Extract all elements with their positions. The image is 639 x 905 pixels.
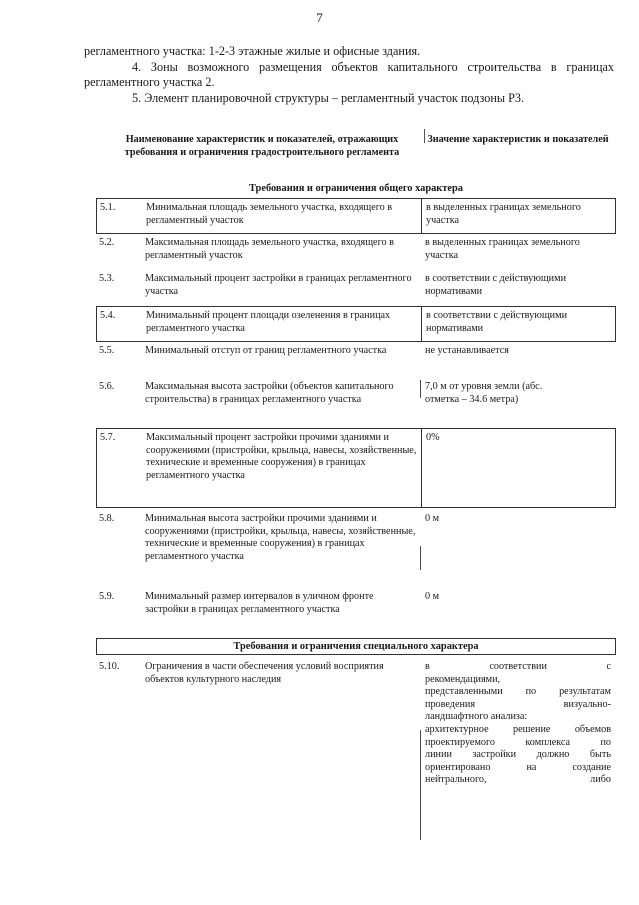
- row-name: Максимальный процент застройки в границах регламентного участка: [145, 273, 412, 297]
- row-number: 5.10.: [99, 661, 120, 672]
- column-divider: [420, 546, 421, 570]
- table-row: [96, 306, 616, 342]
- table-row: [96, 588, 616, 636]
- row-value: 7,0 м от уровня земли (абс. отметка – 34.6 метра): [425, 381, 543, 405]
- intro-paragraph-5: 5. Элемент планировочной структуры – регламентный участок подзоны Р3.: [132, 90, 525, 105]
- table-row: [96, 510, 616, 588]
- intro-line-1: регламентного участка: 1-2-3 этажные жилые и офисные здания.: [84, 44, 421, 58]
- row-number: 5.5.: [99, 345, 115, 356]
- row-value: 0%: [426, 432, 440, 443]
- row-name: Максимальный процент застройки прочими зданиями и сооружениями (пристройки, крыльца, навесы, хозяйственные, технические и временные сооружения) в границах регламентного участка: [146, 432, 417, 481]
- row-value: [425, 661, 611, 787]
- table-row: [96, 658, 616, 838]
- row-name: Минимальная высота застройки прочими зданиями и сооружениями (пристройки, крыльца, навесы, хозяйственные, технические и временные сооружения) в границах регламентного участка: [145, 513, 416, 562]
- section-title-special: Требования и ограничения специального характера: [96, 638, 616, 655]
- row-number: 5.7.: [100, 432, 116, 443]
- column-divider: [421, 429, 422, 507]
- intro-text: [84, 44, 614, 106]
- row-number: 5.3.: [99, 273, 115, 284]
- row-name: Ограничения в части обеспечения условий восприятия объектов культурного наследия: [145, 661, 384, 685]
- row-value-line: проведения визуально-: [425, 698, 611, 710]
- row-value-line: ландшафтного анализа:: [425, 711, 528, 723]
- column-divider: [421, 307, 422, 341]
- column-header-name: Наименование характеристик и показателей, отражающих требования и ограничения градостроительного регламента: [124, 134, 400, 158]
- row-name: Максимальная высота застройки (объектов капитального строительства) в границах регламентного участка: [145, 381, 394, 405]
- row-name: Минимальный отступ от границ регламентного участка: [145, 345, 387, 356]
- row-name: Минимальная площадь земельного участка, входящего в регламентный участок: [146, 202, 393, 226]
- intro-paragraph-4: 4. Зоны возможного размещения объектов капитального строительства в границах регламентного участка 2.: [84, 59, 614, 89]
- row-value: в соответствии с действующими нормативами: [425, 273, 567, 297]
- row-number: 5.8.: [99, 513, 115, 524]
- column-divider: [421, 199, 422, 233]
- row-number: 5.4.: [100, 310, 116, 321]
- row-value: в выделенных границах земельного участка: [426, 202, 581, 226]
- row-value: в выделенных границах земельного участка: [425, 237, 580, 261]
- page-number: 7: [316, 10, 323, 25]
- row-value: 0 м: [425, 591, 440, 602]
- row-value-line: представленными по результатам: [425, 686, 611, 698]
- page-bottom-margin: [0, 840, 639, 905]
- section-title-general: Требования и ограничения общего характера: [249, 183, 463, 194]
- table-row: [96, 342, 616, 378]
- row-value-line: линии застройки должно быть: [425, 749, 611, 761]
- row-number: 5.1.: [100, 202, 116, 213]
- table-row: [96, 428, 616, 508]
- row-value-line: архитектурное решение объемов: [425, 723, 611, 735]
- table-row: [96, 234, 616, 270]
- table-row: [96, 378, 616, 428]
- row-value-line: проектируемого комплекса по: [425, 736, 611, 748]
- row-value-line: в соответствии с: [425, 661, 611, 672]
- row-value-line: ориентировано на создание: [425, 761, 611, 773]
- row-number: 5.9.: [99, 591, 115, 602]
- row-value-line: нейтрального, либо: [425, 774, 611, 786]
- table-row: [96, 270, 616, 306]
- column-divider: [420, 730, 421, 840]
- row-name: Максимальная площадь земельного участка, входящего в регламентный участок: [145, 237, 394, 261]
- row-value-line: рекомендациями,: [425, 673, 501, 685]
- row-name: Минимальный процент площади озеленения в границах регламентного участка: [146, 310, 391, 334]
- row-number: 5.6.: [99, 381, 115, 392]
- row-name: Минимальный размер интервалов в уличном фронте застройки в границах регламентного участка: [145, 591, 374, 615]
- table-row: [96, 198, 616, 234]
- column-divider: [420, 380, 421, 398]
- column-header-value: Значение характеристик и показателей: [427, 134, 609, 145]
- row-value: не устанавливается: [425, 345, 509, 356]
- row-value: 0 м: [425, 513, 440, 524]
- row-value: в соответствии с действующими нормативами: [426, 310, 568, 334]
- row-number: 5.2.: [99, 237, 115, 248]
